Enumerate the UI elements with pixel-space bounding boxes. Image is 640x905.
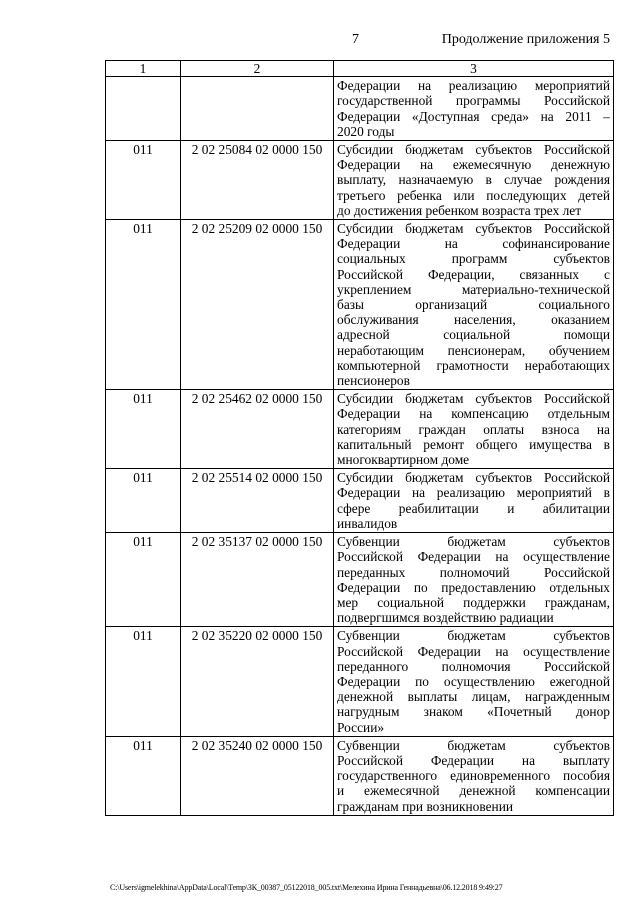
column-header: 1: [106, 61, 181, 77]
admin-code-cell: 011: [106, 736, 181, 815]
description-cell: [334, 627, 614, 736]
description-line: Субсидии бюджетам субъектов Российской: [337, 391, 610, 407]
column-header: 3: [334, 61, 614, 77]
description-cell: [334, 533, 614, 627]
description-line: капитальный ремонт общего имущества в: [337, 436, 610, 452]
description-line: Федерации на компенсацию отдельным: [337, 406, 610, 422]
page-number: 7: [352, 32, 359, 47]
description-line: подвергшимся воздействию радиации: [337, 610, 554, 626]
description-cell: [334, 141, 614, 220]
budget-code-cell: 2 02 25462 02 0000 150: [181, 390, 334, 469]
admin-code-cell: 011: [106, 627, 181, 736]
description-line: денежной выплаты лицам, награжденным: [337, 689, 610, 705]
description-line: Российской Федерации на выплату: [337, 752, 610, 768]
description-line: неработающим пенсионерам, обучением: [337, 342, 610, 358]
description-line: Федерации «Доступная среда» на 2011 –: [337, 108, 610, 124]
description-cell: [334, 390, 614, 469]
appendix-table: [105, 60, 614, 816]
budget-code-cell: 2 02 35240 02 0000 150: [181, 736, 334, 815]
description-line: государственной программы Российской: [337, 93, 610, 109]
description-line: мер социальной поддержки гражданам,: [337, 594, 610, 610]
description-line: пенсионеров: [337, 373, 410, 389]
description-line: Субсидии бюджетам субъектов Российской: [337, 470, 610, 486]
footer-file-path: C:\Users\igmelekhina\AppData\Local\Temp\ЗК_00387_05122018_005.txt\Мелехина Ирина Геннадьевна\06.12.2018 9:49:27: [110, 883, 503, 892]
description-line: 2020 годы: [337, 123, 395, 139]
description-line: Федерации на реализацию мероприятий: [337, 78, 610, 94]
table-row: [106, 533, 614, 627]
budget-code-cell: 2 02 35220 02 0000 150: [181, 627, 334, 736]
description-line: и ежемесячной денежной компенсации: [337, 783, 610, 799]
table-header-row: [106, 61, 614, 77]
description-line: Субсидии бюджетам субъектов Российской: [337, 221, 610, 237]
description-line: Российской Федерации на осуществление: [337, 643, 610, 659]
description-line: инвалидов: [337, 515, 398, 531]
description-line: Субвенции бюджетам субъектов: [337, 534, 610, 550]
description-line: третьего ребенка или последующих детей: [337, 187, 610, 203]
description-line: до достижения ребенком возраста трех лет: [337, 202, 582, 218]
description-line: Субвенции бюджетам субъектов: [337, 737, 610, 753]
description-line: категориям граждан оплаты взноса на: [337, 421, 610, 437]
admin-code-cell: 011: [106, 533, 181, 627]
description-line: Федерации на софинансирование: [337, 236, 610, 252]
admin-code-cell: 011: [106, 469, 181, 533]
admin-code-cell: 011: [106, 220, 181, 390]
description-line: выплату, назначаемую в случае рождения: [337, 172, 610, 188]
table-row: [106, 469, 614, 533]
budget-code-cell: 2 02 25514 02 0000 150: [181, 469, 334, 533]
description-line: переданного полномочия Российской: [337, 658, 610, 674]
admin-code-cell: [106, 77, 181, 141]
description-line: Российской Федерации на осуществление: [337, 549, 610, 565]
table-row: [106, 77, 614, 141]
table-row: [106, 141, 614, 220]
description-line: Федерации на реализацию мероприятий в: [337, 485, 610, 501]
description-line: укреплением материально-технической: [337, 281, 610, 297]
table-row: [106, 390, 614, 469]
table-row: [106, 627, 614, 736]
admin-code-cell: 011: [106, 390, 181, 469]
table-row: [106, 736, 614, 815]
description-line: базы организаций социального: [337, 297, 610, 313]
description-line: нагрудным знаком «Почетный донор: [337, 704, 610, 720]
description-line: Федерации по осуществлению ежегодной: [337, 673, 610, 689]
description-line: государственного единовременного пособия: [337, 768, 610, 784]
description-cell: [334, 220, 614, 390]
admin-code-cell: 011: [106, 141, 181, 220]
description-cell: [334, 736, 614, 815]
column-header: 2: [181, 61, 334, 77]
description-line: Субвенции бюджетам субъектов: [337, 628, 610, 644]
continuation-title: Продолжение приложения 5: [441, 32, 610, 47]
description-cell: [334, 77, 614, 141]
budget-code-cell: 2 02 25209 02 0000 150: [181, 220, 334, 390]
description-line: Российской Федерации, связанных с: [337, 266, 610, 282]
description-line: Федерации на ежемесячную денежную: [337, 157, 610, 173]
description-line: адресной социальной помощи: [337, 327, 610, 343]
description-line: обслуживания населения, оказанием: [337, 312, 610, 328]
budget-code-cell: 2 02 25084 02 0000 150: [181, 141, 334, 220]
description-line: Федерации по предоставлению отдельных: [337, 579, 610, 595]
budget-code-cell: [181, 77, 334, 141]
budget-code-cell: 2 02 35137 02 0000 150: [181, 533, 334, 627]
description-line: многоквартирном доме: [337, 452, 470, 468]
description-line: переданных полномочий Российской: [337, 564, 610, 580]
description-line: сфере реабилитации и абилитации: [337, 500, 610, 516]
description-line: социальных программ субъектов: [337, 251, 610, 267]
description-line: России»: [337, 719, 385, 735]
description-cell: [334, 469, 614, 533]
description-line: Субсидии бюджетам субъектов Российской: [337, 142, 610, 158]
description-line: гражданам при возникновении: [337, 798, 514, 814]
table-row: [106, 220, 614, 390]
description-line: компьютерной грамотности неработающих: [337, 357, 610, 373]
